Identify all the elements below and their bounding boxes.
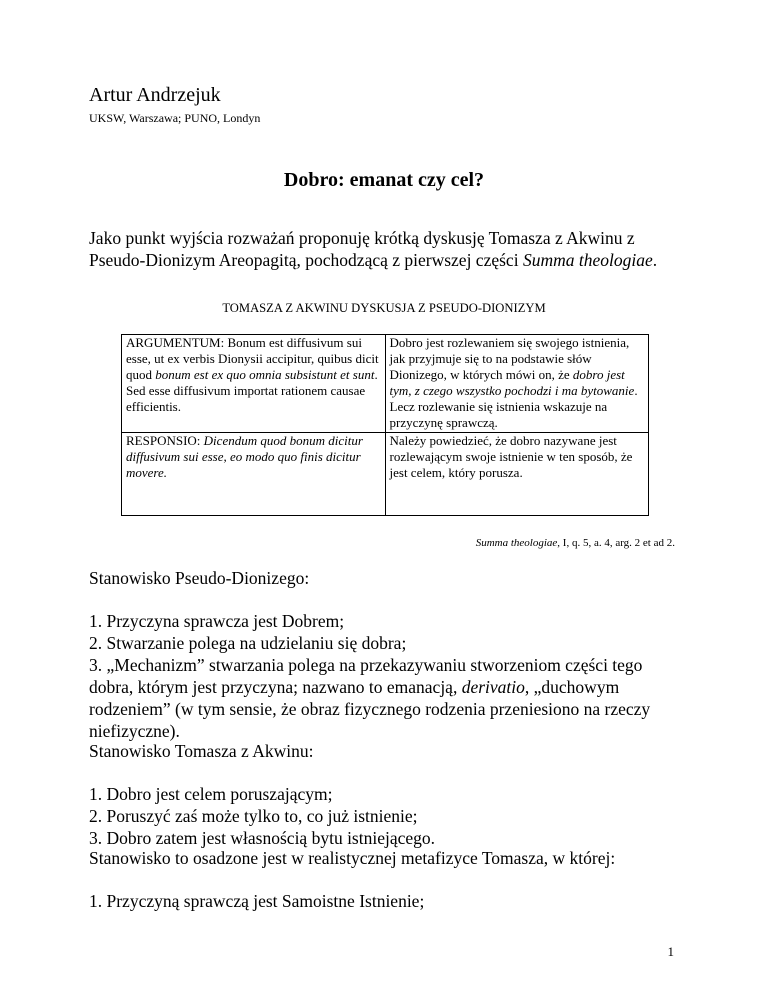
author-name: Artur Andrzejuk xyxy=(89,84,221,106)
list-item: 1. Przyczyna sprawcza jest Dobrem; xyxy=(89,611,345,631)
discussion-table xyxy=(121,334,649,516)
list-item: 2. Stwarzanie polega na udzielaniu się dobra; xyxy=(89,633,407,653)
intro-paragraph xyxy=(89,227,689,271)
intro-italic-title: Summa theologiae xyxy=(522,250,653,270)
list-metaphysics xyxy=(89,890,689,912)
responsio-polish-cell: Należy powiedzieć, że dobro nazywane jest rozlewającym swoje istnienie w ten sposób, że jest celem, który porusza. xyxy=(385,433,649,516)
section-heading-metaphysics: Stanowisko to osadzone jest w realistycznej metafizyce Tomasza, w której: xyxy=(89,848,616,868)
table-source xyxy=(476,537,675,549)
author-affiliation: UKSW, Warszawa; PUNO, Londyn xyxy=(89,111,261,125)
list-pseudo-dionysius xyxy=(89,610,689,742)
argumentum-latin-cell: ARGUMENTUM: Bonum est diffusivum sui esse, ut ex verbis Dionysii accipitur, quibus dicit quod bonum est ex quo omnia subsistunt et sunt. Sed esse diffusivum importat rationem causae efficientis. xyxy=(122,335,386,433)
list-item: 3. Dobro zatem jest własnością bytu istniejącego. xyxy=(89,828,436,848)
table-row xyxy=(122,335,649,433)
list-item: 1. Przyczyną sprawczą jest Samoistne Istnienie; xyxy=(89,891,425,911)
argumentum-polish-cell: Dobro jest rozlewaniem się swojego istnienia, jak przyjmuje się to na podstawie słów Dionizego, w których mówi on, że dobro jest tym, z czego wszystko pochodzi i ma bytowanie. Lecz rozlewanie się istnienia wskazuje na przyczynę sprawczą. xyxy=(385,335,649,433)
intro-text: Jako punkt wyjścia rozważań proponuję krótką dyskusję Tomasza z Akwinu z Pseudo-Dionizym Areopagitą, pochodzącą z pierwszej części xyxy=(89,228,635,270)
table-row xyxy=(122,433,649,516)
source-title: Summa theologiae xyxy=(475,537,558,549)
list-thomas xyxy=(89,783,689,849)
source-reference: , I, q. 5, a. 4, arg. 2 et ad 2. xyxy=(557,537,675,549)
list-item: 3. „Mechanizm” stwarzania polega na przekazywaniu stworzeniom części tego dobra, którym jest przyczyna; nazwano to emanacją, derivatio, „duchowym rodzeniem” (w tym sensie, że obraz fizycznego rodzenia przeniesiono na rzeczy niefizyczne). xyxy=(89,655,651,741)
page-number: 1 xyxy=(667,944,674,959)
table-caption: TOMASZA Z AKWINU DYSKUSJA Z PSEUDO-DIONIZYM xyxy=(222,301,546,315)
intro-end: . xyxy=(652,250,658,270)
list-item: 1. Dobro jest celem poruszającym; xyxy=(89,784,333,804)
list-item: 2. Poruszyć zaś może tylko to, co już istnienie; xyxy=(89,806,418,826)
paper-title: Dobro: emanat czy cel? xyxy=(283,169,485,191)
responsio-latin-cell: RESPONSIO: Dicendum quod bonum dicitur diffusivum sui esse, eo modo quo finis dicitur movere. xyxy=(122,433,386,516)
section-heading-thomas: Stanowisko Tomasza z Akwinu: xyxy=(89,741,314,761)
section-heading-pseudo-dionysius: Stanowisko Pseudo-Dionizego: xyxy=(89,568,310,588)
